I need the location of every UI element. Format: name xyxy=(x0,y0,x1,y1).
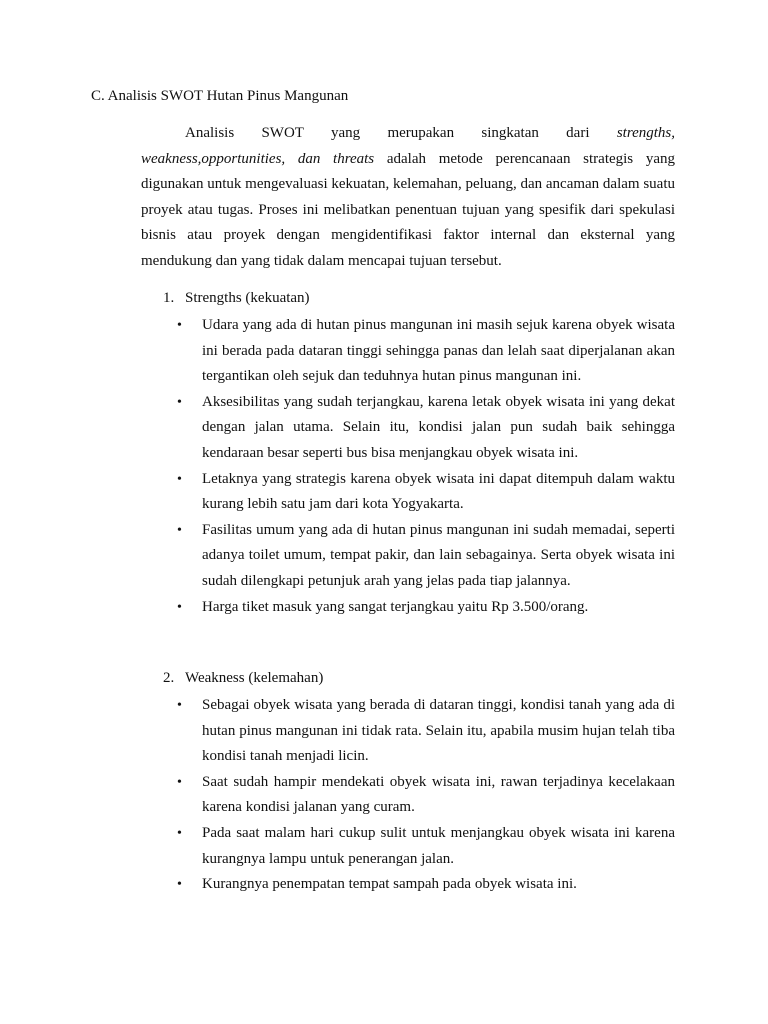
list-item xyxy=(163,518,675,595)
strengths-list xyxy=(163,313,675,620)
list-item-text: Letaknya yang strategis karena obyek wisata ini dapat ditempuh dalam waktu kurang lebih satu jam dari kota Yogyakarta. xyxy=(202,470,675,513)
list-item-text: Pada saat malam hari cukup sulit untuk menjangkau obyek wisata ini karena kurangnya lampu untuk penerangan jalan. xyxy=(202,824,675,867)
intro-rest: adalah metode perencanaan strategis yang digunakan untuk mengevaluasi kekuatan, kelemahan, peluang, dan ancaman dalam suatu proyek atau tugas. Proses ini melibatkan penentuan tujuan yang spesifik dari spekulasi bisnis atau proyek dengan mengidentifikasi faktor internal dan eksternal yang mendukung dan yang tidak dalam mencapai tujuan tersebut. xyxy=(141,150,675,269)
bullet-icon: • xyxy=(177,394,182,410)
bullet-icon: • xyxy=(177,318,182,333)
list-item-text: Udara yang ada di hutan pinus mangunan ini masih sejuk karena obyek wisata ini berada pada dataran tinggi sehingga panas dan lelah saat diperjalanan akan tergantikan oleh sejuk dan teduhnya hutan pinus mangunan ini. xyxy=(202,317,675,385)
section-number: 2. xyxy=(163,670,175,686)
list-item xyxy=(163,821,675,872)
list-item xyxy=(163,693,675,770)
strengths-title xyxy=(163,287,675,309)
bullet-icon: • xyxy=(177,522,182,538)
list-item-text: Saat sudah hampir mendekati obyek wisata ini, rawan terjadinya kecelakaan karena kondisi jalanan yang curam. xyxy=(202,773,675,816)
bullet-icon: • xyxy=(177,599,182,615)
bullet-icon: • xyxy=(177,471,182,487)
list-item xyxy=(163,595,675,621)
weakness-section xyxy=(163,667,675,898)
list-item-text: Aksesibilitas yang sudah terjangkau, karena letak obyek wisata ini yang dekat dengan jalan utama. Selain itu, kondisi jalan pun sudah baik sehingga kendaraan besar seperti bus bisa menjangkau obyek wisata ini. xyxy=(202,393,675,461)
bullet-icon: • xyxy=(177,774,182,790)
list-item-text: Fasilitas umum yang ada di hutan pinus mangunan ini sudah memadai, seperti adanya toilet umum, tempat pakir, dan lain sebagainya. Serta obyek wisata ini sudah dilengkapi petunjuk arah yang jelas pada tiap jalannya. xyxy=(202,521,675,589)
list-item xyxy=(163,467,675,518)
list-item-text: Kurangnya penempatan tempat sampah pada obyek wisata ini. xyxy=(202,876,577,893)
section-heading: C. Analisis SWOT Hutan Pinus Mangunan xyxy=(91,88,349,104)
intro-italic-terms: strengths, weakness,opportunities, dan threats xyxy=(141,125,676,167)
bullet-icon: • xyxy=(177,825,182,841)
list-item xyxy=(163,390,675,467)
list-item-text: Harga tiket masuk yang sangat terjangkau yaitu Rp 3.500/orang. xyxy=(202,598,589,615)
intro-paragraph xyxy=(141,121,675,275)
weakness-list xyxy=(163,693,675,898)
section-title-text: Weakness (kelemahan) xyxy=(185,670,324,686)
list-item-text: Sebagai obyek wisata yang berada di dataran tinggi, kondisi tanah yang ada di hutan pinus mangunan ini tidak rata. Selain itu, apabila musim hujan telah tiba kondisi tanah menjadi licin. xyxy=(202,697,675,765)
intro-lead: Analisis SWOT yang merupakan singkatan dari xyxy=(185,125,590,141)
list-item xyxy=(163,313,675,390)
weakness-title xyxy=(163,667,675,689)
section-number: 1. xyxy=(163,290,175,306)
list-item xyxy=(163,872,675,898)
bullet-icon: • xyxy=(177,698,182,713)
list-item xyxy=(163,770,675,821)
section-title-text: Strengths (kekuatan) xyxy=(185,290,310,306)
bullet-icon: • xyxy=(177,877,182,893)
strengths-section xyxy=(163,287,675,620)
